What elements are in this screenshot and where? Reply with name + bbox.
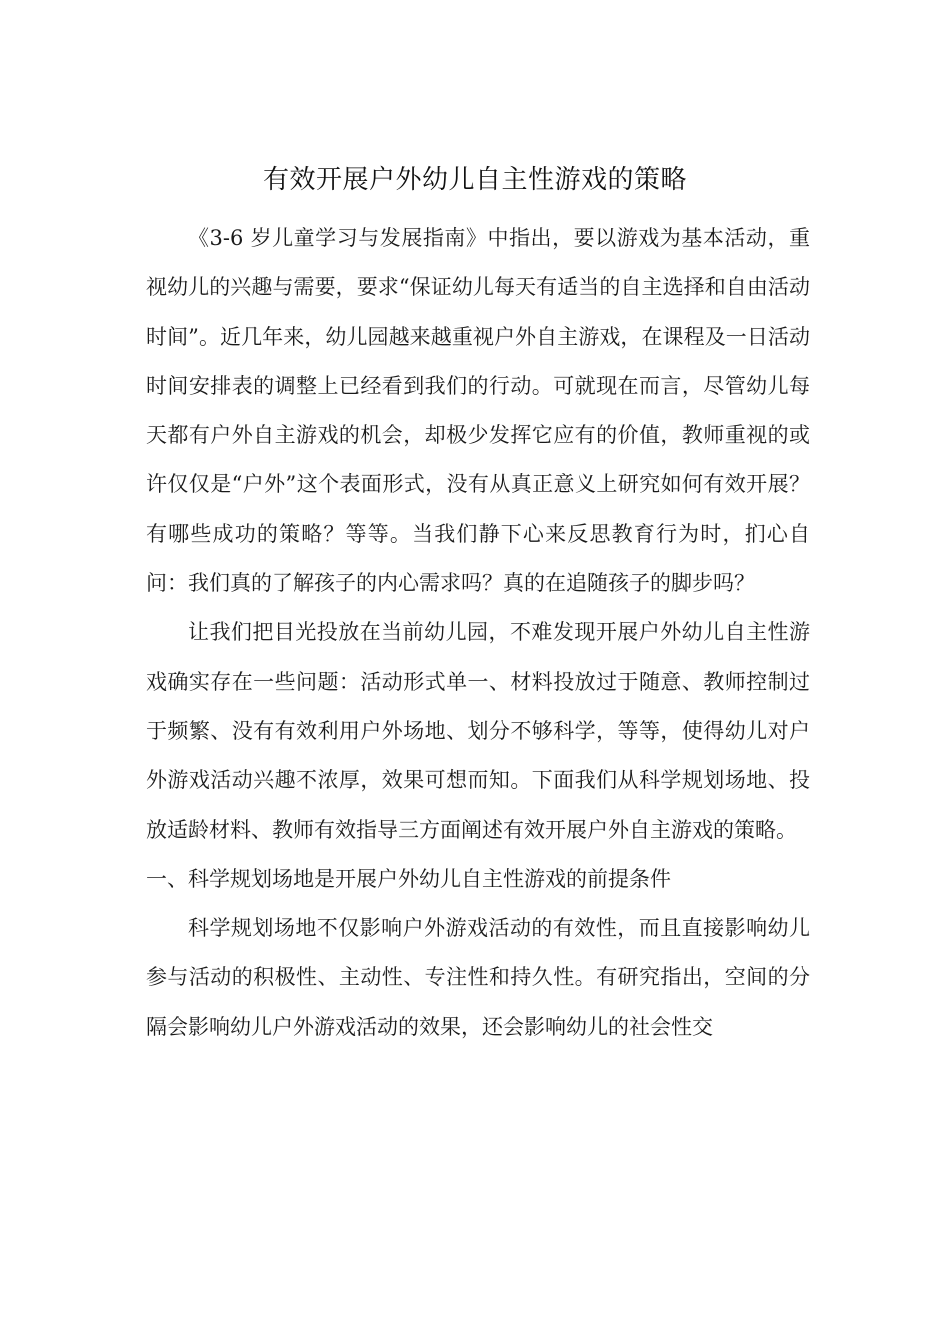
document-title: 有效开展户外幼儿自主性游戏的策略 xyxy=(262,165,687,195)
paragraph-section-1: 科学规划场地不仅影响户外游戏活动的有效性，而且直接影响幼儿参与活动的积极性、主动性、专注性和持久性。有研究指出，空间的分隔会影响幼儿户外游戏活动的效果，还会影响幼儿的社会性交 xyxy=(146,916,810,1039)
document-body xyxy=(146,214,810,1052)
paragraph-problems: 让我们把目光投放在当前幼儿园，不难发现开展户外幼儿自主性游戏确实存在一些问题：活动形式单一、材料投放过于随意、教师控制过于频繁、没有有效利用户外场地、划分不够科学，等等，使得幼儿对户外游戏活动兴趣不浓厚，效果可想而知。下面我们从科学规划场地、投放适龄材料、教师有效指导三方面阐述有效开展户外自主游戏的策略。 xyxy=(146,620,810,842)
paragraph-intro: 《3-6 岁儿童学习与发展指南》中指出，要以游戏为基本活动，重视幼儿的兴趣与需要，要求“保证幼儿每天有适当的自主选择和自由活动时间”。近几年来，幼儿园越来越重视户外自主游戏，在课程及一日活动时间安排表的调整上已经看到我们的行动。可就现在而言，尽管幼儿每天都有户外自主游戏的机会，却极少发挥它应有的价值，教师重视的或许仅仅是“户外”这个表面形式，没有从真正意义上研究如何有效开展？有哪些成功的策略？等等。当我们静下心来反思教育行为时，扪心自问：我们真的了解孩子的内心需求吗？真的在追随孩子的脚步吗？ xyxy=(146,226,810,596)
section-heading-1: 一、科学规划场地是开展户外幼儿自主性游戏的前提条件 xyxy=(146,866,671,891)
